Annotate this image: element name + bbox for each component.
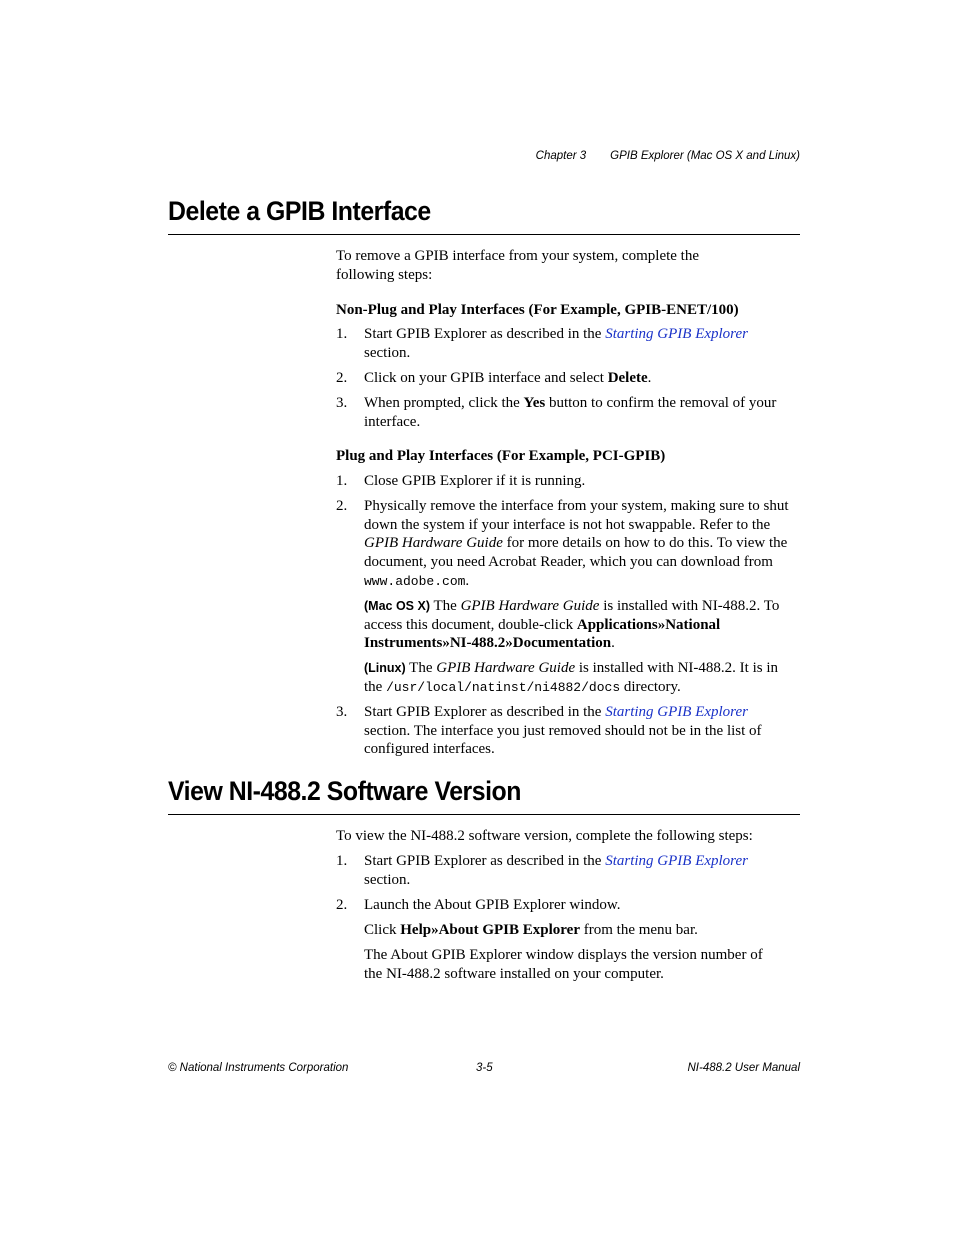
chapter-label: Chapter 3	[535, 150, 587, 162]
chapter-title: GPIB Explorer (Mac OS X and Linux)	[610, 150, 800, 162]
running-header	[536, 150, 800, 162]
starting-gpib-explorer-link[interactable]: Starting GPIB Explorer	[605, 326, 748, 342]
step-number: 2.	[336, 370, 348, 386]
section-heading-delete: Delete a GPIB Interface	[168, 196, 431, 226]
subheading-plug-and-play: Plug and Play Interfaces (For Example, PCI-GPIB)	[336, 448, 666, 464]
footer-copyright: © National Instruments Corporation	[168, 1062, 349, 1074]
step-number: 2.	[336, 498, 348, 514]
starting-gpib-explorer-link[interactable]: Starting GPIB Explorer	[605, 704, 748, 720]
docs-path: /usr/local/natinst/ni4882/docs	[386, 679, 621, 695]
heading-rule	[168, 234, 800, 235]
list-item: Start GPIB Explorer as described in the Starting GPIB Explorer section.	[364, 326, 748, 361]
step-number: 1.	[336, 853, 348, 869]
list-item: Click on your GPIB interface and select Delete.	[364, 370, 652, 386]
list-item: When prompted, click the Yes button to confirm the removal of your interface.	[364, 395, 777, 430]
step-number: 1.	[336, 473, 348, 489]
step-number: 3.	[336, 704, 348, 720]
page-number: 3-5	[476, 1062, 493, 1074]
step-number: 2.	[336, 897, 348, 913]
about-description: The About GPIB Explorer window displays the version number of the NI-488.2 software installed on your computer.	[364, 947, 763, 982]
linux-note: (Linux) The GPIB Hardware Guide is installed with NI-488.2. It is in the /usr/local/natinst/ni4882/docs directory.	[364, 660, 779, 695]
list-item: Start GPIB Explorer as described in the Starting GPIB Explorer section.	[364, 853, 748, 888]
list-item: Close GPIB Explorer if it is running.	[364, 473, 586, 489]
platform-tag-linux: (Linux)	[364, 661, 406, 675]
platform-tag-mac: (Mac OS X)	[364, 599, 430, 613]
starting-gpib-explorer-link[interactable]: Starting GPIB Explorer	[605, 853, 748, 869]
footer-manual-title: NI-488.2 User Manual	[687, 1062, 800, 1074]
subheading-non-plug-and-play: Non-Plug and Play Interfaces (For Example, GPIB-ENET/100)	[336, 302, 739, 318]
section-heading-version: View NI-488.2 Software Version	[168, 776, 521, 806]
adobe-url: www.adobe.com	[364, 573, 466, 589]
list-item: Launch the About GPIB Explorer window.	[364, 897, 621, 913]
intro-paragraph: To view the NI-488.2 software version, complete the following steps:	[336, 828, 753, 844]
list-item: Physically remove the interface from your system, making sure to shut down the system if your interface is not hot swappable. Refer to the GPIB Hardware Guide for more details on how to do this. To view the document, you need Acrobat Reader, which you can download from www.adobe.com.	[364, 498, 789, 589]
intro-paragraph: To remove a GPIB interface from your system, complete the following steps:	[336, 248, 700, 283]
step-number: 3.	[336, 395, 348, 411]
heading-rule	[168, 814, 800, 815]
step-number: 1.	[336, 326, 348, 342]
list-item: Start GPIB Explorer as described in the Starting GPIB Explorer section. The interface you just removed should not be in the list of configured interfaces.	[364, 704, 762, 758]
click-instruction: Click Help»About GPIB Explorer from the menu bar.	[364, 922, 698, 938]
mac-note: (Mac OS X) The GPIB Hardware Guide is installed with NI-488.2. To access this document, double-click Applications»National Instruments»NI-488.2»Documentation.	[364, 598, 780, 652]
